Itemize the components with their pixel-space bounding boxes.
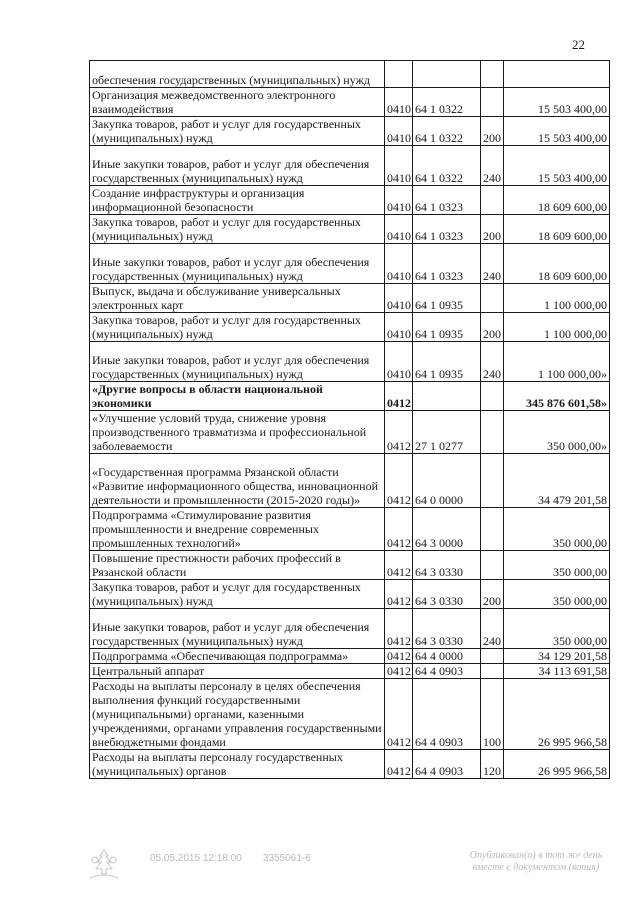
row-expense-type: 200 [481,580,504,609]
row-amount: 18 609 600,00 [504,215,610,244]
row-expense-type [481,186,504,215]
row-amount: 18 609 600,00 [504,244,610,284]
row-expense-type [481,382,504,411]
row-section: 0412 [385,382,413,411]
row-name: Иные закупки товаров, работ и услуг для обеспечения государственных (муниципальных) нужд [90,609,385,649]
row-amount: 34 479 201,58 [504,454,610,508]
row-section: 0412 [385,664,413,679]
table-row [90,411,610,454]
row-section: 0410 [385,342,413,382]
row-section: 0412 [385,609,413,649]
table-row [90,454,610,508]
row-target-code: 64 3 0330 [413,580,481,609]
row-amount: 350 000,00 [504,551,610,580]
row-section: 0410 [385,215,413,244]
row-target-code: 64 1 0935 [413,284,481,313]
row-expense-type: 240 [481,342,504,382]
row-section: 0410 [385,244,413,284]
row-amount: 15 503 400,00 [504,88,610,117]
row-name: Закупка товаров, работ и услуг для государственных (муниципальных) нужд [90,313,385,342]
row-name: Закупка товаров, работ и услуг для государственных (муниципальных) нужд [90,580,385,609]
row-amount: 15 503 400,00 [504,117,610,146]
row-name: Иные закупки товаров, работ и услуг для обеспечения государственных (муниципальных) нужд [90,146,385,186]
row-target-code: 64 4 0903 [413,679,481,750]
row-amount: 350 000,00» [504,411,610,454]
row-amount: 34 113 691,58 [504,664,610,679]
row-amount: 350 000,00 [504,580,610,609]
row-name: «Государственная программа Рязанской области «Развитие информационного общества, инновационной деятельности и промышленности (2015-2020 годы)» [90,454,385,508]
row-expense-type: 100 [481,679,504,750]
table-row [90,551,610,580]
footer-date: 05.05.2015 12:18:00 [150,853,242,864]
row-amount: 1 100 000,00 [504,284,610,313]
table-row [90,117,610,146]
row-name: Иные закупки товаров, работ и услуг для обеспечения государственных (муниципальных) нужд [90,244,385,284]
row-section: 0410 [385,117,413,146]
row-section: 0410 [385,146,413,186]
row-target-code: 64 4 0903 [413,750,481,779]
row-target-code: 64 1 0322 [413,146,481,186]
row-expense-type [481,411,504,454]
row-expense-type: 240 [481,609,504,649]
row-expense-type: 120 [481,750,504,779]
row-amount: 350 000,00 [504,508,610,551]
table-row [90,580,610,609]
row-section: 0412 [385,551,413,580]
row-name: Выпуск, выдача и обслуживание универсальных электронных карт [90,284,385,313]
row-target-code: 64 1 0323 [413,244,481,284]
footer-note: Опубликован(о) в тот же день вместе с документом (копия) [469,850,603,873]
page-number: 22 [572,37,585,52]
row-expense-type: 200 [481,215,504,244]
row-section: 0412 [385,580,413,609]
table-row [90,649,610,664]
table-row [90,508,610,551]
row-amount: 26 995 966,58 [504,679,610,750]
row-expense-type [481,454,504,508]
row-amount: 26 995 966,58 [504,750,610,779]
row-section [385,61,413,88]
row-expense-type [481,508,504,551]
row-section: 0412 [385,679,413,750]
table-row [90,342,610,382]
row-expense-type [481,649,504,664]
row-expense-type [481,284,504,313]
row-amount: 1 100 000,00» [504,342,610,382]
table-row [90,215,610,244]
row-name: Создание инфраструктуры и организация информационной безопасности [90,186,385,215]
table-row [90,609,610,649]
row-target-code: 64 4 0903 [413,664,481,679]
row-expense-type [481,551,504,580]
footer-doc-number: 3355061-6 [263,853,311,864]
row-section: 0410 [385,88,413,117]
row-target-code: 64 1 0322 [413,88,481,117]
row-section: 0412 [385,411,413,454]
row-expense-type: 240 [481,244,504,284]
row-expense-type: 240 [481,146,504,186]
table-row [90,61,610,88]
row-section: 0412 [385,649,413,664]
row-target-code: 64 3 0330 [413,609,481,649]
row-expense-type [481,664,504,679]
row-expense-type [481,88,504,117]
table-row [90,750,610,779]
row-target-code: 64 3 0330 [413,551,481,580]
row-name: Расходы на выплаты персоналу в целях обеспечения выполнения функций государственными (муниципальными) органами, казенными учреждениями, органами управления государственными внебюджетными фондами [90,679,385,750]
row-target-code: 64 4 0000 [413,649,481,664]
table-row [90,244,610,284]
row-expense-type [481,61,504,88]
table-row [90,88,610,117]
table-row [90,146,610,186]
row-target-code: 64 1 0323 [413,215,481,244]
row-name: обеспечения государственных (муниципальных) нужд [90,61,385,88]
row-section: 0412 [385,508,413,551]
row-section: 0412 [385,454,413,508]
budget-table [89,60,610,779]
row-name: Подпрограмма «Стимулирование развития промышленности и внедрение современных промышленных технологий» [90,508,385,551]
row-section: 0412 [385,750,413,779]
row-amount: 15 503 400,00 [504,146,610,186]
row-amount [504,61,610,88]
row-name: Иные закупки товаров, работ и услуг для обеспечения государственных (муниципальных) нужд [90,342,385,382]
row-section: 0410 [385,313,413,342]
row-target-code [413,61,481,88]
row-name: Закупка товаров, работ и услуг для государственных (муниципальных) нужд [90,215,385,244]
seal-stamp [86,848,122,882]
row-name: «Улучшение условий труда, снижение уровня производственного травматизма и профессиональной заболеваемости [90,411,385,454]
row-section: 0410 [385,284,413,313]
row-name: Расходы на выплаты персоналу государственных (муниципальных) органов [90,750,385,779]
budget-table-body [90,61,610,779]
table-row [90,186,610,215]
row-amount: 350 000,00 [504,609,610,649]
row-amount: 345 876 601,58» [504,382,610,411]
row-name: Повышение престижности рабочих профессий в Рязанской области [90,551,385,580]
table-row [90,313,610,342]
table-row [90,382,610,411]
row-expense-type: 200 [481,313,504,342]
row-target-code: 64 0 0000 [413,454,481,508]
row-target-code: 64 1 0935 [413,342,481,382]
row-amount: 18 609 600,00 [504,186,610,215]
row-section: 0410 [385,186,413,215]
row-name: «Другие вопросы в области национальной экономики [90,382,385,411]
table-row [90,679,610,750]
table-row [90,284,610,313]
row-amount: 34 129 201,58 [504,649,610,664]
row-target-code [413,382,481,411]
row-name: Центральный аппарат [90,664,385,679]
row-amount: 1 100 000,00 [504,313,610,342]
row-name: Подпрограмма «Обеспечивающая подпрограмма» [90,649,385,664]
row-name: Организация межведомственного электронного взаимодействия [90,88,385,117]
row-target-code: 64 1 0323 [413,186,481,215]
table-row [90,664,610,679]
row-expense-type: 200 [481,117,504,146]
row-target-code: 64 1 0322 [413,117,481,146]
row-name: Закупка товаров, работ и услуг для государственных (муниципальных) нужд [90,117,385,146]
row-target-code: 64 3 0000 [413,508,481,551]
row-target-code: 27 1 0277 [413,411,481,454]
row-target-code: 64 1 0935 [413,313,481,342]
